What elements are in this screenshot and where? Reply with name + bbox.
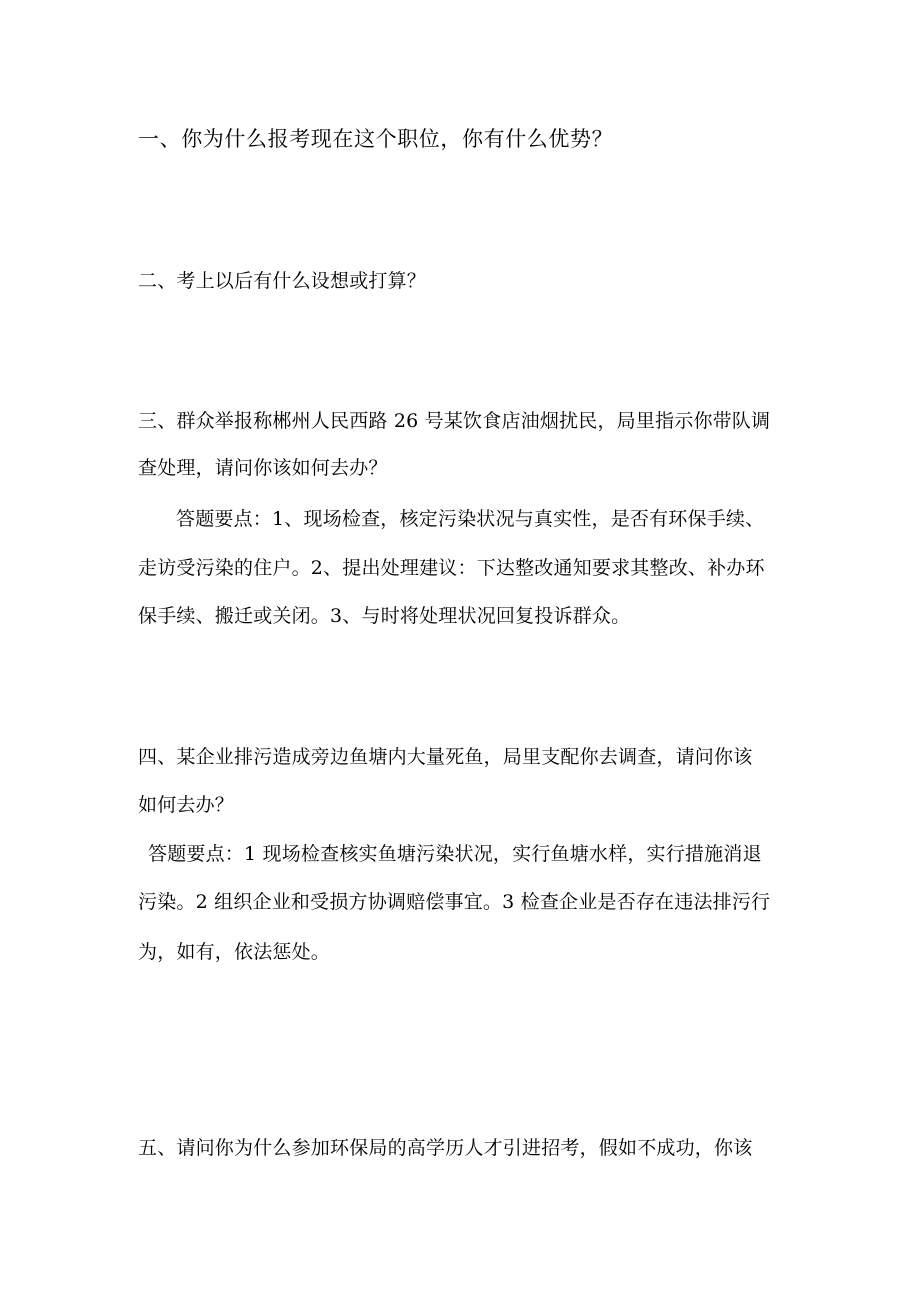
answer-3-line-3: 保手续、搬迁或关闭。3、与时将处理状况回复投诉群众。	[138, 605, 631, 627]
question-5-line-1: 五、请问你为什么参加环保局的高学历人才引进招考，假如不成功，你该	[138, 1137, 753, 1159]
answer-3-line-1: 答题要点：1、现场检查，核定污染状况与真实性，是否有环保手续、	[176, 508, 765, 530]
question-4-line-2: 如何去办？	[138, 794, 235, 816]
question-1-title: 一、你为什么报考现在这个职位，你有什么优势？	[138, 127, 614, 151]
question-2-title: 二、考上以后有什么设想或打算？	[138, 270, 427, 292]
answer-3-line-2: 走访受污染的住户。2、提出处理建议：下达整改通知要求其整改、补办环	[138, 557, 765, 579]
question-3-line-1: 三、群众举报称郴州人民西路 26 号某饮食店油烟扰民，局里指示你带队调	[138, 410, 771, 432]
question-4-line-1: 四、某企业排污造成旁边鱼塘内大量死鱼，局里支配你去调查，请问你该	[138, 746, 753, 768]
answer-4-line-1: 答题要点：1 现场检查核实鱼塘污染状况，实行鱼塘水样，实行措施消退	[148, 843, 762, 865]
answer-4-line-3: 为，如有，依法惩处。	[138, 941, 331, 963]
question-3-line-2: 查处理，请问你该如何去办？	[138, 457, 388, 479]
answer-4-line-2: 污染。2 组织企业和受损方协调赔偿事宜。3 检查企业是否存在违法排污行	[138, 891, 771, 913]
